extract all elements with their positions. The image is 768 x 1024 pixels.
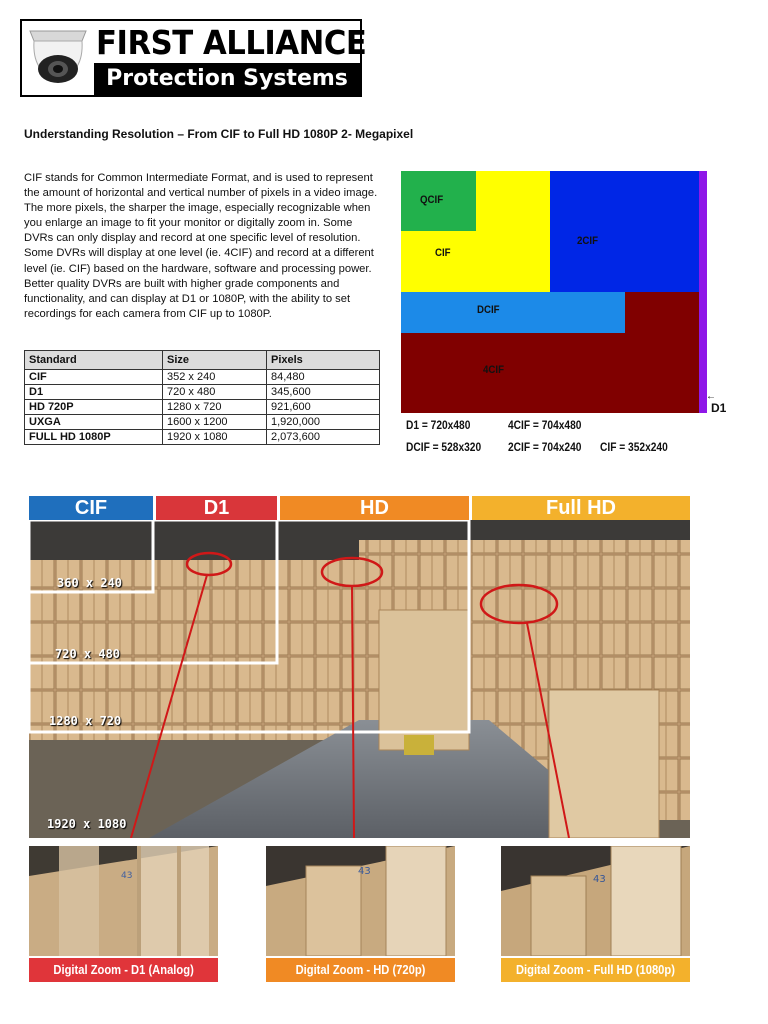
table-cell: 84,480	[267, 370, 380, 385]
dcif-label: DCIF	[477, 304, 500, 316]
intro-paragraph: CIF stands for Common Intermediate Format, and is used to represent the amount of horizontal and vertical number of pixels in a video image. The more pixels, the sharper the image, especially recognizable when you enlarge an image to fit your monitor or digitally zoom in. Some DVRs can only display and record at one specific level of resolution. Some DVRs will display at one level (ie. 4CIF) and record at a different level (ie. CIF) based on the hardware, software and processing power. Better quality DVRs are built with higher grade components and functionality, and can display at D1 or 1080P, with the ability to set recordings for each camera from CIF up to 1080P.	[24, 172, 378, 320]
table-cell: 352 x 240	[163, 370, 267, 385]
table-header: Pixels	[267, 351, 380, 370]
table-header: Standard	[25, 351, 163, 370]
resolution-table	[24, 350, 380, 445]
res-label-360x240: 360 x 240	[57, 576, 123, 590]
zoom-hd-image	[266, 846, 455, 956]
zoom-caption-full-hd: Digital Zoom - Full HD (1080p)	[501, 958, 690, 982]
table-cell: 1280 x 720	[163, 400, 267, 415]
table-row	[25, 370, 380, 385]
banner-cif: CIF	[29, 496, 153, 520]
table-cell: 1920 x 1080	[163, 430, 267, 445]
dome-camera-icon	[24, 23, 92, 95]
region-dcif	[401, 292, 625, 333]
res-label-720x480: 720 x 480	[55, 647, 121, 661]
4cif-label: 4CIF	[483, 364, 504, 376]
table-header-row	[25, 351, 380, 370]
caption-dcif: DCIF = 528x320	[406, 440, 482, 454]
region-2cif	[550, 171, 699, 292]
table-cell: UXGA	[25, 415, 163, 430]
caption-2cif: 2CIF = 704x240	[508, 440, 582, 454]
d1-arrow: ←	[706, 391, 716, 402]
d1-label: D1	[711, 401, 727, 415]
2cif-label: 2CIF	[577, 235, 598, 247]
table-row	[25, 385, 380, 400]
table-row	[25, 415, 380, 430]
table-cell: HD 720P	[25, 400, 163, 415]
warehouse-scene	[29, 520, 690, 838]
res-label-1280x720: 1280 x 720	[49, 714, 122, 728]
resolution-diagram	[401, 171, 707, 413]
zoom-caption-d1: Digital Zoom - D1 (Analog)	[29, 958, 218, 982]
table-cell: 720 x 480	[163, 385, 267, 400]
table-row	[25, 430, 380, 445]
zoom-full-hd-image	[501, 846, 690, 956]
qcif-label: QCIF	[420, 194, 444, 206]
table-cell: D1	[25, 385, 163, 400]
table-cell: 345,600	[267, 385, 380, 400]
table-cell: CIF	[25, 370, 163, 385]
table-cell: 921,600	[267, 400, 380, 415]
table-cell: 2,073,600	[267, 430, 380, 445]
warehouse-comparison-image	[29, 520, 690, 838]
table-cell: 1,920,000	[267, 415, 380, 430]
logo-line-1: FIRST ALLIANCE	[96, 23, 367, 62]
logo-line-2: Protection Systems	[94, 63, 360, 95]
res-label-1920x1080: 1920 x 1080	[47, 817, 127, 831]
zoom-caption-hd: Digital Zoom - HD (720p)	[266, 958, 455, 982]
zoom-thumb-d1	[29, 846, 218, 956]
region-d1-strip	[699, 171, 707, 413]
zoom-thumb-hd	[266, 846, 455, 956]
zoom-d1-image	[29, 846, 218, 956]
table-cell: 1600 x 1200	[163, 415, 267, 430]
page-heading: Understanding Resolution – From CIF to Full HD 1080P 2- Megapixel	[24, 127, 414, 141]
banner-full-hd: Full HD	[472, 496, 690, 520]
caption-cif: CIF = 352x240	[600, 440, 668, 454]
table-row	[25, 400, 380, 415]
table-cell: FULL HD 1080P	[25, 430, 163, 445]
box-number-hd: 43	[358, 866, 371, 877]
table-header: Size	[163, 351, 267, 370]
banner-hd: HD	[280, 496, 469, 520]
box-number-d1: 43	[121, 871, 133, 881]
banner-d1: D1	[156, 496, 277, 520]
resolution-banner	[29, 496, 690, 520]
caption-4cif: 4CIF = 704x480	[508, 418, 582, 432]
company-logo	[20, 19, 367, 97]
caption-d1: D1 = 720x480	[406, 418, 471, 432]
zoom-thumb-full-hd	[501, 846, 690, 956]
box-number-full-hd: 43	[593, 874, 606, 885]
cif-label: CIF	[435, 247, 451, 259]
